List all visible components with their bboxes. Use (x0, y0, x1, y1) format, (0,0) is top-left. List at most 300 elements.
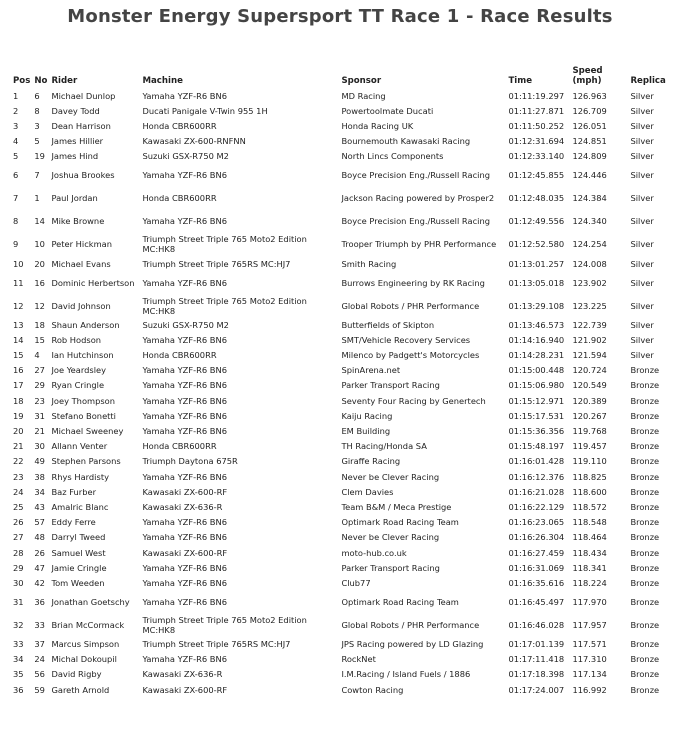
cell-sponsor: Optimark Road Racing Team (341, 597, 459, 607)
cell-rider: Dean Harrison (51, 120, 111, 131)
cell-machine: Kawasaki ZX-636-R (142, 501, 223, 512)
table-row (11, 271, 672, 294)
cell-speed: 118.224 (572, 577, 607, 588)
cell-replica: Silver (630, 136, 654, 147)
cell-machine: Yamaha YZF-R6 BN6 (142, 90, 227, 101)
cell-rider: Paul Jordan (51, 193, 98, 204)
cell-time: 01:13:01.257 (508, 258, 565, 269)
cell-speed: 120.389 (572, 395, 607, 406)
cell-speed: 117.970 (572, 597, 607, 607)
cell-replica: Bronze (630, 517, 660, 528)
cell-rider: Eddy Ferre (51, 517, 96, 528)
cell-machine: Yamaha YZF-R6 BN6 (142, 426, 227, 437)
cell-sponsor: Boyce Precision Eng./Russell Racing (341, 216, 490, 227)
cell-sponsor: Optimark Road Racing Team (341, 517, 459, 528)
cell-sponsor: Smith Racing (341, 258, 397, 269)
cell-no: 12 (34, 300, 45, 311)
cell-replica: Silver (630, 105, 654, 116)
results-table (11, 64, 672, 697)
cell-sponsor: Never be Clever Racing (341, 532, 440, 543)
cell-no: 21 (34, 426, 45, 437)
table-row (11, 454, 672, 469)
cell-machine: Kawasaki ZX-600-RF (142, 486, 228, 497)
cell-no: 33 (34, 620, 45, 630)
cell-replica: Bronze (630, 597, 660, 607)
cell-replica: Bronze (630, 426, 660, 437)
cell-replica: Bronze (630, 380, 660, 391)
cell-machine: Yamaha YZF-R6 BN6 (142, 517, 227, 528)
cell-rider: Ryan Cringle (51, 380, 105, 391)
cell-machine: Yamaha YZF-R6 BN6 (142, 654, 227, 665)
cell-no: 23 (34, 395, 45, 406)
cell-machine: Suzuki GSX-R750 M2 (142, 151, 229, 162)
cell-sponsor: Cowton Racing (341, 684, 404, 695)
table-row (11, 515, 672, 530)
cell-rider: Michael Evans (51, 258, 111, 269)
cell-machine: Yamaha YZF-R6 BN6 (142, 577, 227, 588)
cell-time: 01:16:27.459 (508, 547, 565, 558)
table-row (11, 88, 672, 103)
table-header-row (11, 64, 672, 88)
cell-rider: Marcus Simpson (51, 639, 120, 650)
cell-replica: Bronze (630, 669, 660, 680)
cell-replica: Silver (630, 216, 654, 227)
table-row (11, 118, 672, 133)
cell-rider: James Hind (51, 151, 99, 162)
table-row (11, 530, 672, 545)
cell-pos: 19 (13, 410, 24, 421)
cell-time: 01:17:11.418 (508, 654, 565, 665)
cell-speed: 123.902 (572, 277, 607, 288)
cell-replica: Silver (630, 319, 654, 330)
cell-speed: 123.225 (572, 300, 607, 311)
cell-speed: 117.134 (572, 669, 607, 680)
cell-time: 01:15:48.197 (508, 441, 565, 452)
page-title: Monster Energy Supersport TT Race 1 - Race Results (67, 6, 613, 27)
cell-rider: Michael Dunlop (51, 90, 116, 101)
cell-pos: 33 (13, 639, 24, 650)
cell-time: 01:14:16.940 (508, 334, 565, 345)
cell-speed: 126.709 (572, 105, 607, 116)
cell-pos: 26 (13, 517, 24, 528)
cell-pos: 16 (13, 365, 24, 376)
cell-sponsor: Butterfields of Skipton (341, 319, 435, 330)
cell-no: 26 (34, 547, 45, 558)
table-row (11, 439, 672, 454)
cell-sponsor: Milenco by Padgett's Motorcycles (341, 350, 480, 361)
cell-time: 01:12:33.140 (508, 151, 565, 162)
cell-no: 49 (34, 456, 45, 467)
cell-replica: Silver (630, 350, 654, 361)
cell-replica: Silver (630, 120, 654, 131)
cell-rider: Brian McCormack (51, 620, 125, 630)
cell-pos: 34 (13, 654, 24, 665)
cell-replica: Silver (630, 334, 654, 345)
cell-replica: Silver (630, 239, 654, 250)
cell-time: 01:11:19.297 (508, 90, 565, 101)
cell-pos: 10 (13, 258, 24, 269)
cell-machine: Yamaha YZF-R6 BN6 (142, 395, 227, 406)
cell-sponsor: Giraffe Racing (341, 456, 401, 467)
cell-rider: Baz Furber (51, 486, 96, 497)
cell-replica: Bronze (630, 620, 660, 630)
cell-speed: 118.434 (572, 547, 607, 558)
table-row (11, 393, 672, 408)
cell-pos: 28 (13, 547, 24, 558)
cell-sponsor: Bournemouth Kawasaki Racing (341, 136, 471, 147)
cell-speed: 118.825 (572, 471, 607, 482)
cell-time: 01:16:26.304 (508, 532, 565, 543)
cell-machine: Yamaha YZF-R6 BN6 (142, 380, 227, 391)
cell-time: 01:11:50.252 (508, 120, 565, 131)
cell-machine: Kawasaki ZX-600-RNFNN (142, 136, 246, 147)
cell-no: 57 (34, 517, 45, 528)
cell-speed: 117.310 (572, 654, 607, 665)
cell-time: 01:15:06.980 (508, 380, 565, 391)
cell-machine: Honda CBR600RR (142, 120, 217, 131)
cell-no: 27 (34, 365, 45, 376)
cell-time: 01:15:00.448 (508, 365, 565, 376)
cell-pos: 23 (13, 471, 24, 482)
cell-pos: 13 (13, 319, 24, 330)
cell-replica: Silver (630, 170, 654, 181)
cell-sponsor: SMT/Vehicle Recovery Services (341, 334, 471, 345)
cell-time: 01:14:28.231 (508, 350, 565, 361)
cell-pos: 4 (13, 136, 19, 147)
cell-rider: Stefano Bonetti (51, 410, 116, 421)
cell-no: 7 (34, 170, 40, 181)
table-row (11, 469, 672, 484)
cell-no: 4 (34, 350, 40, 361)
cell-sponsor: SpinArena.net (341, 365, 401, 376)
table-row (11, 348, 672, 363)
cell-time: 01:16:45.497 (508, 597, 565, 607)
cell-replica: Bronze (630, 532, 660, 543)
cell-time: 01:17:01.139 (508, 639, 565, 650)
cell-sponsor: MD Racing (341, 90, 386, 101)
cell-speed: 118.572 (572, 501, 607, 512)
cell-sponsor: Jackson Racing powered by Prosper2 (341, 193, 495, 204)
table-row (11, 210, 672, 233)
column-header-no: No (34, 76, 48, 86)
cell-pos: 17 (13, 380, 24, 391)
cell-speed: 121.902 (572, 334, 607, 345)
cell-replica: Silver (630, 90, 654, 101)
cell-speed: 124.809 (572, 151, 607, 162)
cell-time: 01:16:31.069 (508, 562, 565, 573)
cell-pos: 9 (13, 239, 19, 250)
cell-sponsor: Global Robots / PHR Performance (341, 300, 480, 311)
cell-rider: Joey Thompson (51, 395, 116, 406)
cell-replica: Bronze (630, 410, 660, 421)
cell-replica: Bronze (630, 486, 660, 497)
cell-machine: Honda CBR600RR (142, 193, 217, 204)
cell-rider: Darryl Tweed (51, 532, 106, 543)
table-row (11, 499, 672, 514)
cell-rider: Jamie Cringle (51, 562, 107, 573)
cell-no: 1 (34, 193, 40, 204)
cell-replica: Bronze (630, 639, 660, 650)
table-row (11, 332, 672, 347)
cell-machine: Kawasaki ZX-636-R (142, 669, 223, 680)
cell-speed: 117.957 (572, 620, 607, 630)
table-row (11, 378, 672, 393)
cell-no: 16 (34, 277, 45, 288)
column-header-sponsor: Sponsor (341, 76, 382, 86)
cell-machine: Yamaha YZF-R6 BN6 (142, 170, 227, 181)
column-header-replica: Replica (630, 76, 666, 86)
cell-pos: 7 (13, 193, 19, 204)
cell-pos: 31 (13, 597, 24, 607)
cell-replica: Bronze (630, 456, 660, 467)
table-row (11, 423, 672, 438)
cell-replica: Bronze (630, 577, 660, 588)
cell-sponsor: Global Robots / PHR Performance (341, 620, 480, 630)
cell-no: 42 (34, 577, 45, 588)
cell-replica: Bronze (630, 365, 660, 376)
cell-pos: 36 (13, 684, 24, 695)
cell-rider: Shaun Anderson (51, 319, 120, 330)
cell-sponsor: JPS Racing powered by LD Glazing (341, 639, 484, 650)
cell-rider: Rob Hodson (51, 334, 102, 345)
cell-replica: Silver (630, 300, 654, 311)
cell-pos: 18 (13, 395, 24, 406)
cell-time: 01:15:36.356 (508, 426, 565, 437)
table-row (11, 545, 672, 560)
cell-time: 01:17:18.398 (508, 669, 565, 680)
cell-speed: 126.963 (572, 90, 607, 101)
cell-no: 5 (34, 136, 40, 147)
cell-speed: 119.110 (572, 456, 607, 467)
cell-time: 01:12:31.694 (508, 136, 565, 147)
cell-rider: Dominic Herbertson (51, 277, 135, 288)
cell-no: 31 (34, 410, 45, 421)
cell-machine: Triumph Street Triple 765 Moto2 Edition MC:HK8 (142, 234, 307, 255)
cell-replica: Silver (630, 258, 654, 269)
table-row (11, 233, 672, 256)
cell-replica: Bronze (630, 684, 660, 695)
cell-machine: Yamaha YZF-R6 BN6 (142, 597, 227, 607)
cell-machine: Triumph Street Triple 765RS MC:HJ7 (142, 639, 291, 650)
cell-time: 01:13:46.573 (508, 319, 565, 330)
cell-sponsor: Seventy Four Racing by Genertech (341, 395, 486, 406)
cell-sponsor: Powertoolmate Ducati (341, 105, 434, 116)
cell-rider: Jonathan Goetschy (51, 597, 130, 607)
cell-pos: 5 (13, 151, 19, 162)
cell-pos: 11 (13, 277, 24, 288)
cell-speed: 124.446 (572, 170, 607, 181)
cell-rider: Rhys Hardisty (51, 471, 109, 482)
cell-rider: Peter Hickman (51, 239, 112, 250)
cell-no: 18 (34, 319, 45, 330)
cell-replica: Silver (630, 151, 654, 162)
cell-time: 01:13:05.018 (508, 277, 565, 288)
cell-replica: Bronze (630, 395, 660, 406)
cell-rider: Joe Yeardsley (51, 365, 107, 376)
cell-replica: Silver (630, 193, 654, 204)
cell-rider: Tom Weeden (51, 577, 105, 588)
cell-sponsor: Club77 (341, 577, 371, 588)
cell-replica: Bronze (630, 471, 660, 482)
cell-no: 34 (34, 486, 45, 497)
cell-no: 29 (34, 380, 45, 391)
cell-no: 47 (34, 562, 45, 573)
cell-sponsor: Burrows Engineering by RK Racing (341, 277, 485, 288)
cell-rider: Ian Hutchinson (51, 350, 114, 361)
cell-time: 01:16:46.028 (508, 620, 565, 630)
column-header-pos: Pos (13, 76, 31, 86)
table-body (11, 88, 672, 697)
cell-replica: Bronze (630, 654, 660, 665)
cell-no: 48 (34, 532, 45, 543)
cell-machine: Yamaha YZF-R6 BN6 (142, 277, 227, 288)
cell-no: 30 (34, 441, 45, 452)
cell-no: 43 (34, 501, 45, 512)
cell-no: 36 (34, 597, 45, 607)
cell-pos: 14 (13, 334, 24, 345)
table-row (11, 667, 672, 682)
cell-speed: 117.571 (572, 639, 607, 650)
cell-time: 01:16:23.065 (508, 517, 565, 528)
cell-rider: Amalric Blanc (51, 501, 109, 512)
cell-no: 10 (34, 239, 45, 250)
cell-pos: 15 (13, 350, 24, 361)
table-row (11, 103, 672, 118)
cell-rider: Allann Venter (51, 441, 108, 452)
cell-time: 01:16:01.428 (508, 456, 565, 467)
table-row (11, 560, 672, 575)
cell-sponsor: Boyce Precision Eng./Russell Racing (341, 170, 490, 181)
table-row (11, 294, 672, 317)
cell-speed: 120.724 (572, 365, 607, 376)
cell-no: 24 (34, 654, 45, 665)
cell-time: 01:16:35.616 (508, 577, 565, 588)
cell-sponsor: EM Building (341, 426, 391, 437)
cell-speed: 116.992 (572, 684, 607, 695)
cell-no: 19 (34, 151, 45, 162)
table-row (11, 363, 672, 378)
column-header-time: Time (508, 76, 533, 86)
table-row (11, 637, 672, 652)
cell-speed: 124.384 (572, 193, 607, 204)
cell-machine: Honda CBR600RR (142, 350, 217, 361)
table-row (11, 164, 672, 187)
cell-sponsor: I.M.Racing / Island Fuels / 1886 (341, 669, 471, 680)
cell-replica: Silver (630, 277, 654, 288)
cell-sponsor: North Lincs Components (341, 151, 444, 162)
cell-machine: Yamaha YZF-R6 BN6 (142, 410, 227, 421)
cell-no: 6 (34, 90, 40, 101)
cell-pos: 29 (13, 562, 24, 573)
cell-rider: Samuel West (51, 547, 106, 558)
column-header-machine: Machine (142, 76, 183, 86)
cell-pos: 32 (13, 620, 24, 630)
table-row (11, 575, 672, 590)
cell-no: 56 (34, 669, 45, 680)
cell-speed: 121.594 (572, 350, 607, 361)
cell-replica: Bronze (630, 441, 660, 452)
cell-time: 01:16:22.129 (508, 501, 565, 512)
cell-speed: 120.267 (572, 410, 607, 421)
column-header-rider: Rider (51, 76, 78, 86)
cell-speed: 126.051 (572, 120, 607, 131)
cell-speed: 118.600 (572, 486, 607, 497)
cell-rider: Joshua Brookes (51, 170, 115, 181)
cell-machine: Yamaha YZF-R6 BN6 (142, 334, 227, 345)
cell-machine: Kawasaki ZX-600-RF (142, 547, 228, 558)
cell-pos: 6 (13, 170, 19, 181)
cell-speed: 124.851 (572, 136, 607, 147)
cell-pos: 25 (13, 501, 24, 512)
cell-time: 01:11:27.871 (508, 105, 565, 116)
table-row (11, 652, 672, 667)
cell-no: 14 (34, 216, 45, 227)
cell-pos: 35 (13, 669, 24, 680)
cell-rider: Gareth Arnold (51, 684, 110, 695)
cell-replica: Bronze (630, 501, 660, 512)
cell-speed: 119.768 (572, 426, 607, 437)
cell-machine: Yamaha YZF-R6 BN6 (142, 532, 227, 543)
cell-time: 01:15:17.531 (508, 410, 565, 421)
cell-sponsor: RockNet (341, 654, 376, 665)
cell-rider: Stephen Parsons (51, 456, 121, 467)
cell-machine: Triumph Street Triple 765RS MC:HJ7 (142, 258, 291, 269)
cell-sponsor: Never be Clever Racing (341, 471, 440, 482)
cell-rider: Michael Sweeney (51, 426, 124, 437)
cell-speed: 124.254 (572, 239, 607, 250)
cell-pos: 30 (13, 577, 24, 588)
cell-time: 01:12:49.556 (508, 216, 565, 227)
table-row (11, 187, 672, 210)
cell-speed: 118.341 (572, 562, 607, 573)
cell-sponsor: TH Racing/Honda SA (341, 441, 427, 452)
cell-pos: 20 (13, 426, 24, 437)
cell-rider: Davey Todd (51, 105, 100, 116)
cell-speed: 122.739 (572, 319, 607, 330)
cell-no: 59 (34, 684, 45, 695)
cell-no: 38 (34, 471, 45, 482)
cell-pos: 21 (13, 441, 24, 452)
table-row (11, 134, 672, 149)
cell-speed: 124.340 (572, 216, 607, 227)
cell-pos: 1 (13, 90, 19, 101)
cell-pos: 27 (13, 532, 24, 543)
cell-rider: David Johnson (51, 300, 111, 311)
table-row (11, 408, 672, 423)
cell-machine: Honda CBR600RR (142, 441, 217, 452)
cell-pos: 22 (13, 456, 24, 467)
cell-sponsor: Team B&M / Meca Prestige (341, 501, 452, 512)
cell-machine: Ducati Panigale V-Twin 955 1H (142, 105, 268, 116)
cell-machine: Yamaha YZF-R6 BN6 (142, 562, 227, 573)
cell-time: 01:16:12.376 (508, 471, 565, 482)
cell-time: 01:13:29.108 (508, 300, 565, 311)
cell-machine: Triumph Daytona 675R (142, 456, 238, 467)
cell-sponsor: Parker Transport Racing (341, 562, 440, 573)
cell-rider: Michal Dokoupil (51, 654, 117, 665)
cell-time: 01:12:48.035 (508, 193, 565, 204)
cell-machine: Yamaha YZF-R6 BN6 (142, 216, 227, 227)
cell-no: 15 (34, 334, 45, 345)
table-row (11, 149, 672, 164)
cell-sponsor: Honda Racing UK (341, 120, 414, 131)
cell-speed: 124.008 (572, 258, 607, 269)
cell-rider: Mike Browne (51, 216, 105, 227)
table-row (11, 591, 672, 614)
cell-rider: James Hillier (51, 136, 104, 147)
cell-time: 01:12:45.855 (508, 170, 565, 181)
cell-time: 01:12:52.580 (508, 239, 565, 250)
